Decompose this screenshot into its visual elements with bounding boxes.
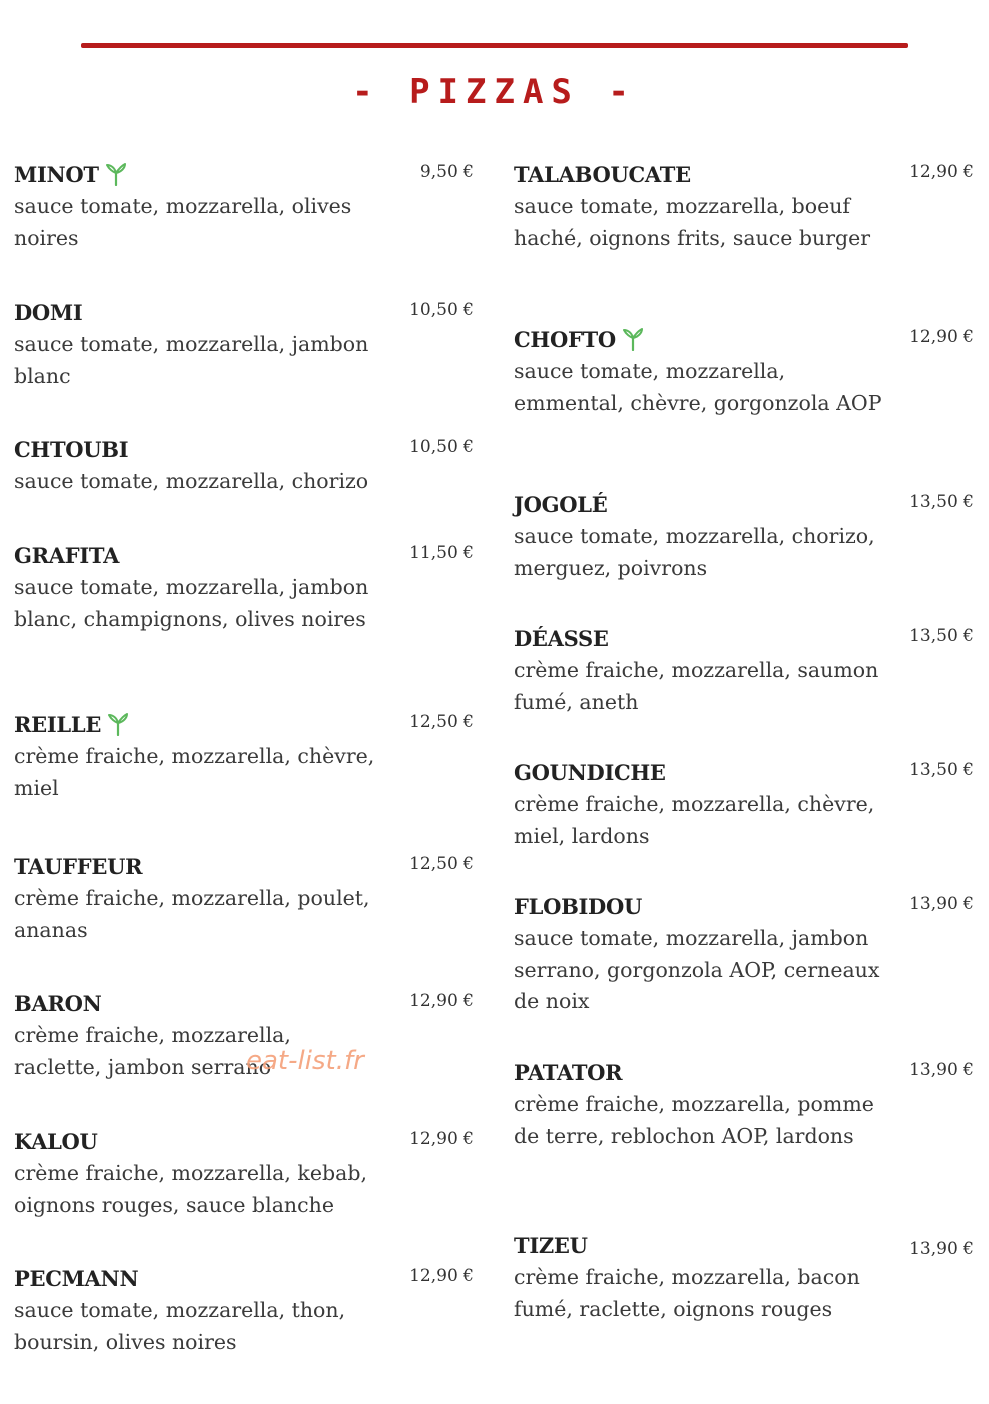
page-title: - PIZZAS -: [352, 72, 637, 112]
item-description: sauce tomate, mozzarella, emmental, chèvre, gorgonzola AOP: [514, 359, 882, 415]
item-name: GOUNDICHE: [514, 759, 666, 785]
item-name: MINOT: [14, 161, 99, 187]
menu-item: [14, 710, 474, 804]
item-description: crème fraiche, mozzarella, bacon fumé, raclette, oignons rouges: [514, 1265, 860, 1321]
item-price: 13,90 €: [909, 1060, 974, 1080]
item-description: crème fraiche, mozzarella, chèvre, miel, lardons: [514, 792, 875, 848]
item-name: GRAFITA: [14, 542, 120, 568]
item-description: sauce tomate, mozzarella, chorizo: [14, 469, 369, 493]
item-price: 13,90 €: [909, 894, 974, 914]
item-description: crème fraiche, mozzarella, kebab, oignons rouges, sauce blanche: [14, 1161, 367, 1217]
item-price: 13,50 €: [909, 492, 974, 512]
menu-item: [514, 758, 974, 852]
item-price: 13,90 €: [909, 1239, 974, 1259]
item-name: CHTOUBI: [14, 436, 129, 462]
item-price: 13,50 €: [909, 760, 974, 780]
item-description: crème fraiche, mozzarella, poulet, ananas: [14, 886, 370, 942]
menu-item: [514, 160, 974, 254]
item-description: sauce tomate, mozzarella, jambon blanc, champignons, olives noires: [14, 575, 369, 631]
menu-item: [14, 1264, 474, 1358]
item-name: KALOU: [14, 1128, 98, 1154]
item-description: sauce tomate, mozzarella, olives noires: [14, 194, 352, 250]
item-description: sauce tomate, mozzarella, boeuf haché, oignons frits, sauce burger: [514, 194, 871, 250]
item-price: 11,50 €: [409, 543, 474, 563]
item-name: TIZEU: [514, 1232, 588, 1258]
item-description: crème fraiche, mozzarella, chèvre, miel: [14, 744, 375, 800]
menu-item: [14, 160, 474, 254]
item-description: crème fraiche, mozzarella, raclette, jambon serrano: [14, 1023, 291, 1079]
item-description: sauce tomate, mozzarella, jambon serrano, gorgonzola AOP, cerneaux de noix: [514, 926, 880, 1013]
item-price: 12,50 €: [409, 712, 474, 732]
item-price: 12,50 €: [409, 854, 474, 874]
top-divider: [81, 43, 908, 48]
item-description: crème fraiche, mozzarella, pomme de terre, reblochon AOP, lardons: [514, 1092, 874, 1148]
item-description: sauce tomate, mozzarella, thon, boursin, olives noires: [14, 1298, 346, 1354]
menu-item: [514, 892, 974, 1018]
menu-item: [14, 989, 474, 1083]
item-price: 12,90 €: [909, 162, 974, 182]
item-name: FLOBIDOU: [514, 893, 642, 919]
watermark-text: eat-list.fr: [246, 1046, 364, 1076]
menu-item: [514, 1231, 974, 1325]
menu-item: [514, 325, 974, 419]
item-name: TAUFFEUR: [14, 853, 143, 879]
item-price: 10,50 €: [409, 300, 474, 320]
item-name: PECMANN: [14, 1265, 139, 1291]
item-description: crème fraiche, mozzarella, saumon fumé, aneth: [514, 658, 879, 714]
item-name: REILLE: [14, 711, 102, 737]
item-name: CHOFTO: [514, 326, 616, 352]
menu-item: [14, 298, 474, 392]
item-name: DOMI: [14, 299, 83, 325]
item-price: 12,90 €: [409, 1129, 474, 1149]
menu-item: [14, 435, 474, 498]
item-name: JOGOLÉ: [514, 491, 608, 517]
sprout-icon: [622, 327, 644, 351]
menu-item: [14, 1127, 474, 1221]
menu-item: [514, 1058, 974, 1152]
menu-item: [14, 541, 474, 635]
menu-item: [14, 852, 474, 946]
item-name: BARON: [14, 990, 102, 1016]
item-name: TALABOUCATE: [514, 161, 691, 187]
sprout-icon: [107, 712, 129, 736]
menu-item: [514, 490, 974, 584]
item-price: 13,50 €: [909, 626, 974, 646]
item-name: PATATOR: [514, 1059, 623, 1085]
item-name: DÉASSE: [514, 625, 609, 651]
item-price: 9,50 €: [419, 162, 474, 182]
item-price: 12,90 €: [909, 327, 974, 347]
item-price: 12,90 €: [409, 1266, 474, 1286]
sprout-icon: [105, 162, 127, 186]
item-price: 10,50 €: [409, 437, 474, 457]
menu-item: [514, 624, 974, 718]
item-price: 12,90 €: [409, 991, 474, 1011]
item-description: sauce tomate, mozzarella, jambon blanc: [14, 332, 369, 388]
item-description: sauce tomate, mozzarella, chorizo, merguez, poivrons: [514, 524, 875, 580]
